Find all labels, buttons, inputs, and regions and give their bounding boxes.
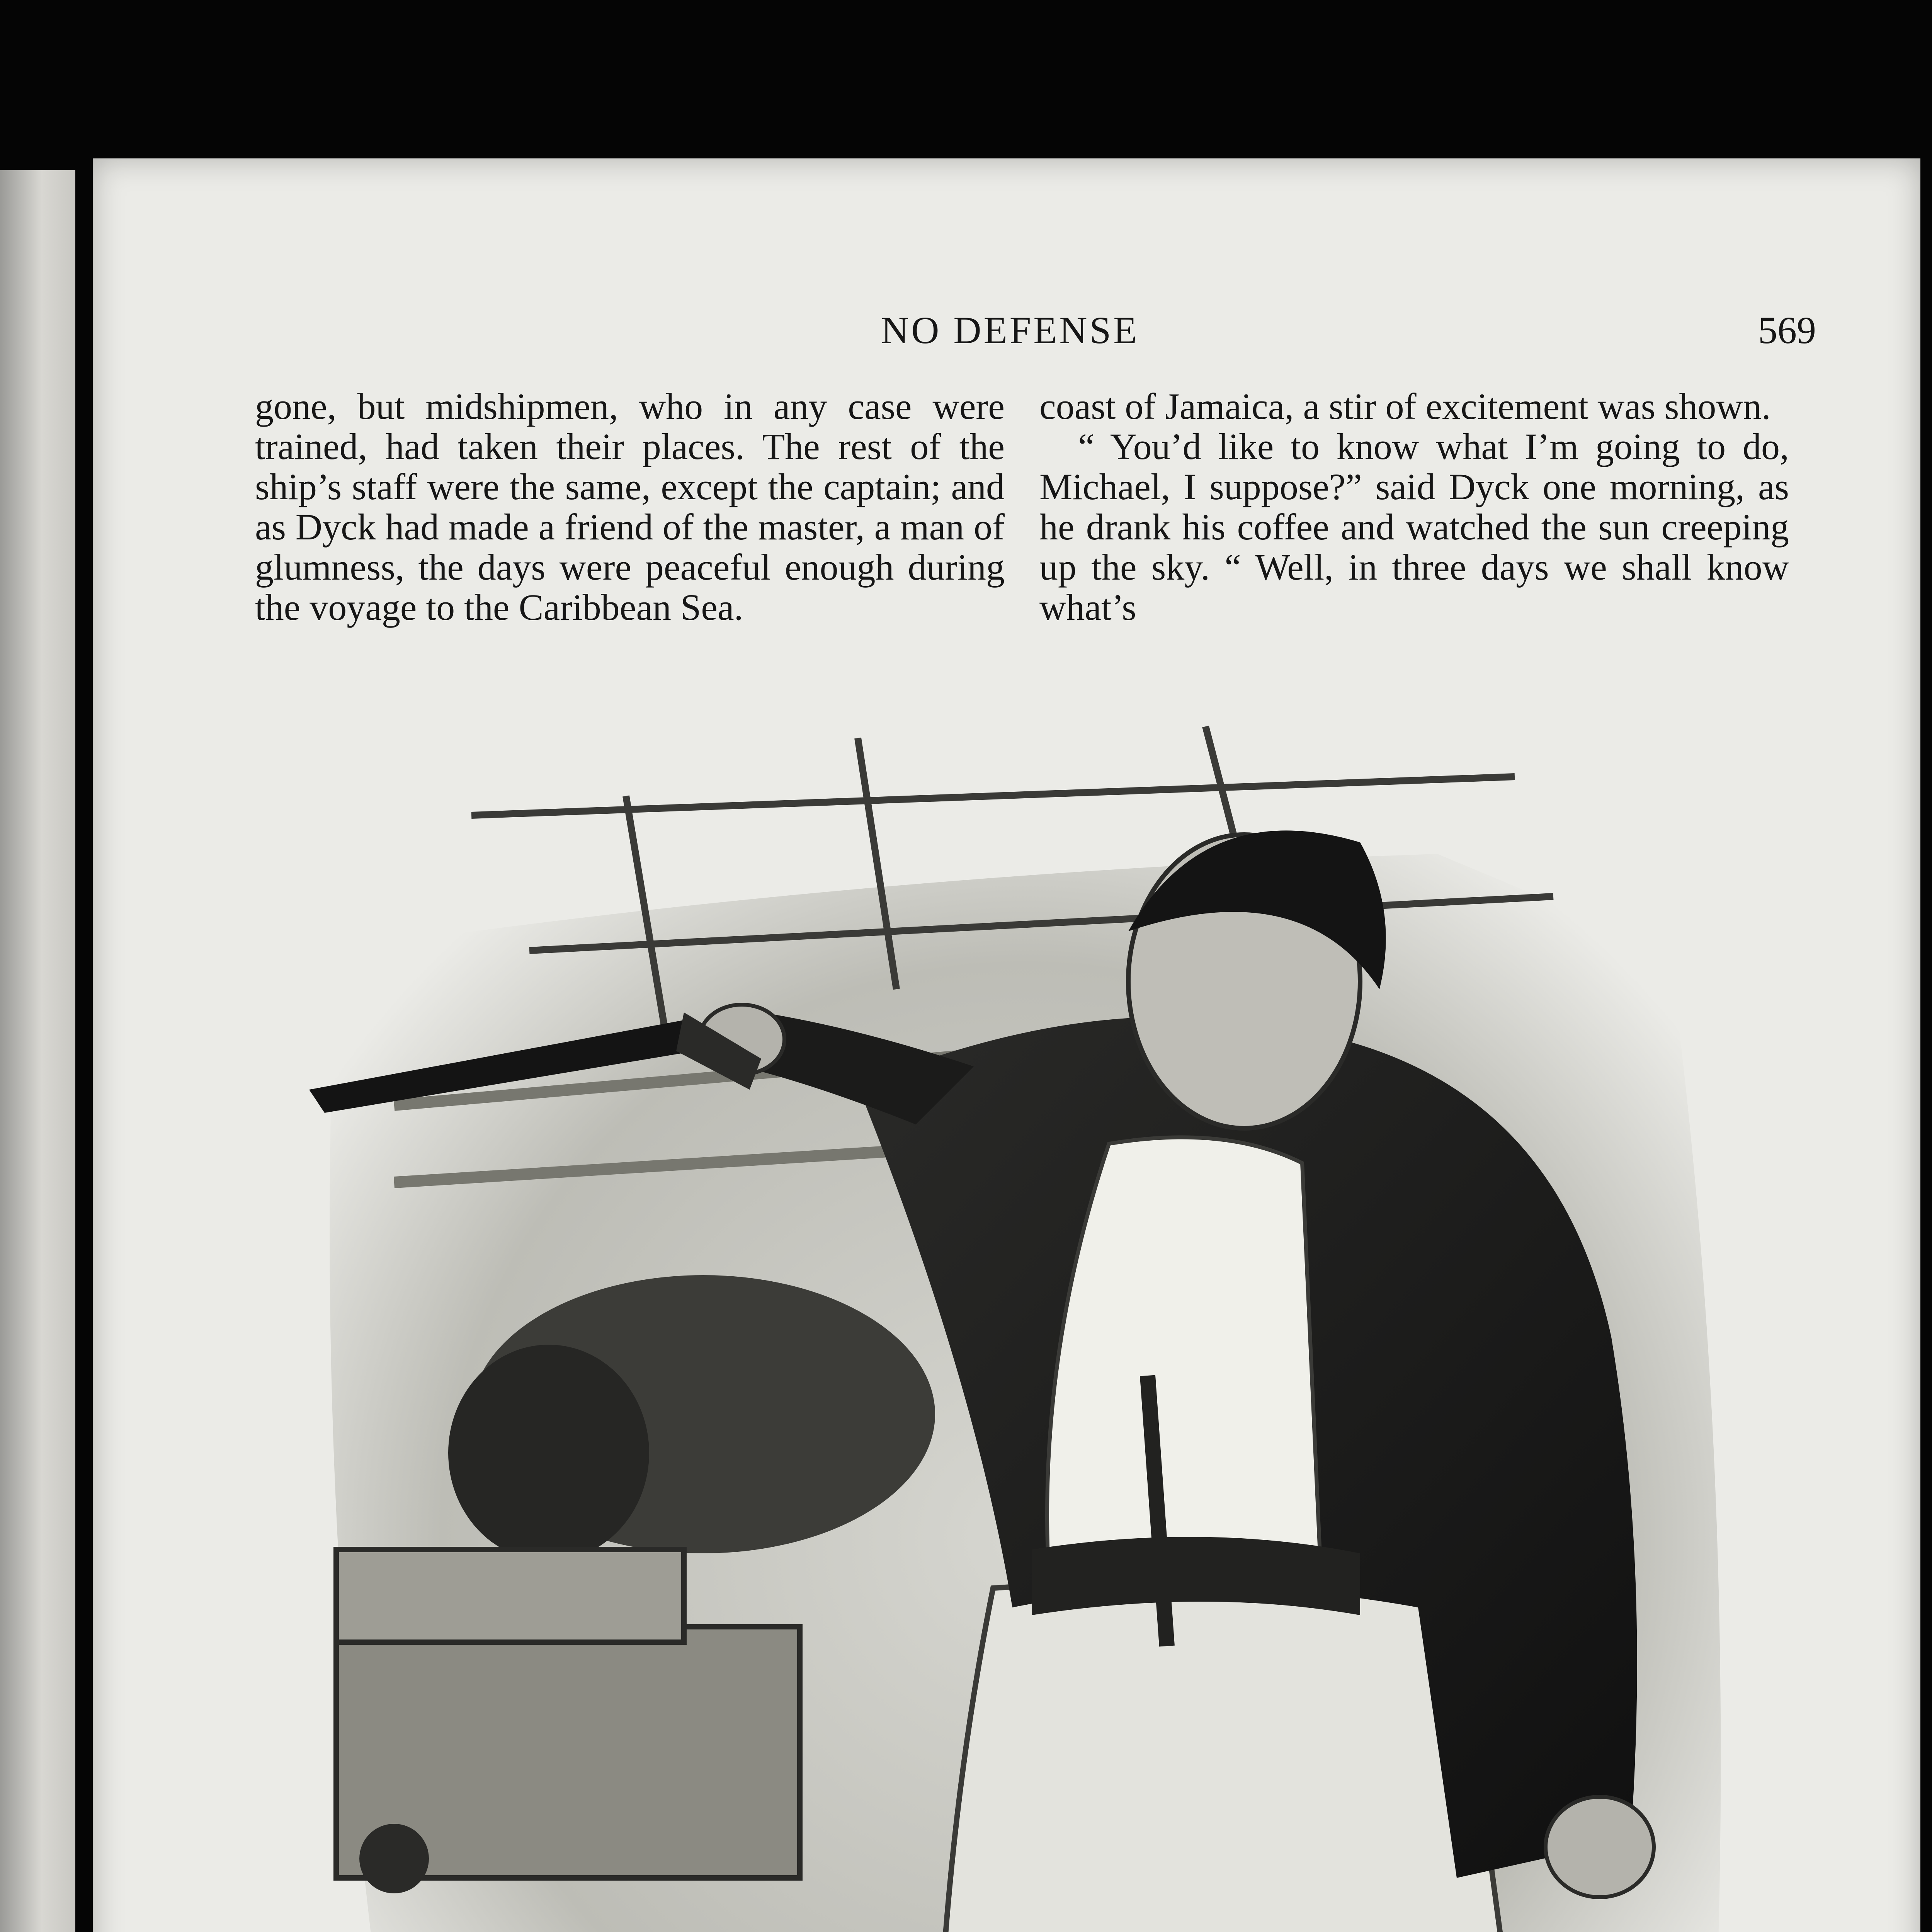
illustration-dyck-with-pistol [278, 680, 1824, 1932]
carriage-step [336, 1549, 684, 1642]
paragraph: gone, but midshipmen, who in any case were trained, had taken their places. The rest of the ship’s staff were the same, except the captain; and as Dyck had made a friend of the master, a man of glumness, the days were peaceful enough during the voyage to the Caribbean Sea. [255, 386, 1005, 628]
fist [1546, 1797, 1654, 1897]
text-column-right-top [1039, 386, 1789, 628]
previous-page-edge [0, 170, 75, 1932]
magazine-page [93, 158, 1920, 1932]
text-column-left-top [255, 386, 1005, 628]
paragraph: coast of Jamaica, a stir of excitement was shown. [1039, 386, 1771, 427]
illustration-drawing [278, 680, 1824, 1932]
cannon-breech [448, 1345, 649, 1561]
paragraph: “ You’d like to know what I’m going to do, Michael, I suppose?” said Dyck one morning, as he drank his coffee and watched the sun creeping up the sky. “ Well, in three days we shall know what’s [1039, 426, 1789, 628]
running-head-title: NO DEFENSE [881, 309, 1139, 352]
carriage-wheel [359, 1824, 429, 1893]
running-head [93, 301, 1920, 363]
page-number: 569 [1758, 309, 1816, 352]
